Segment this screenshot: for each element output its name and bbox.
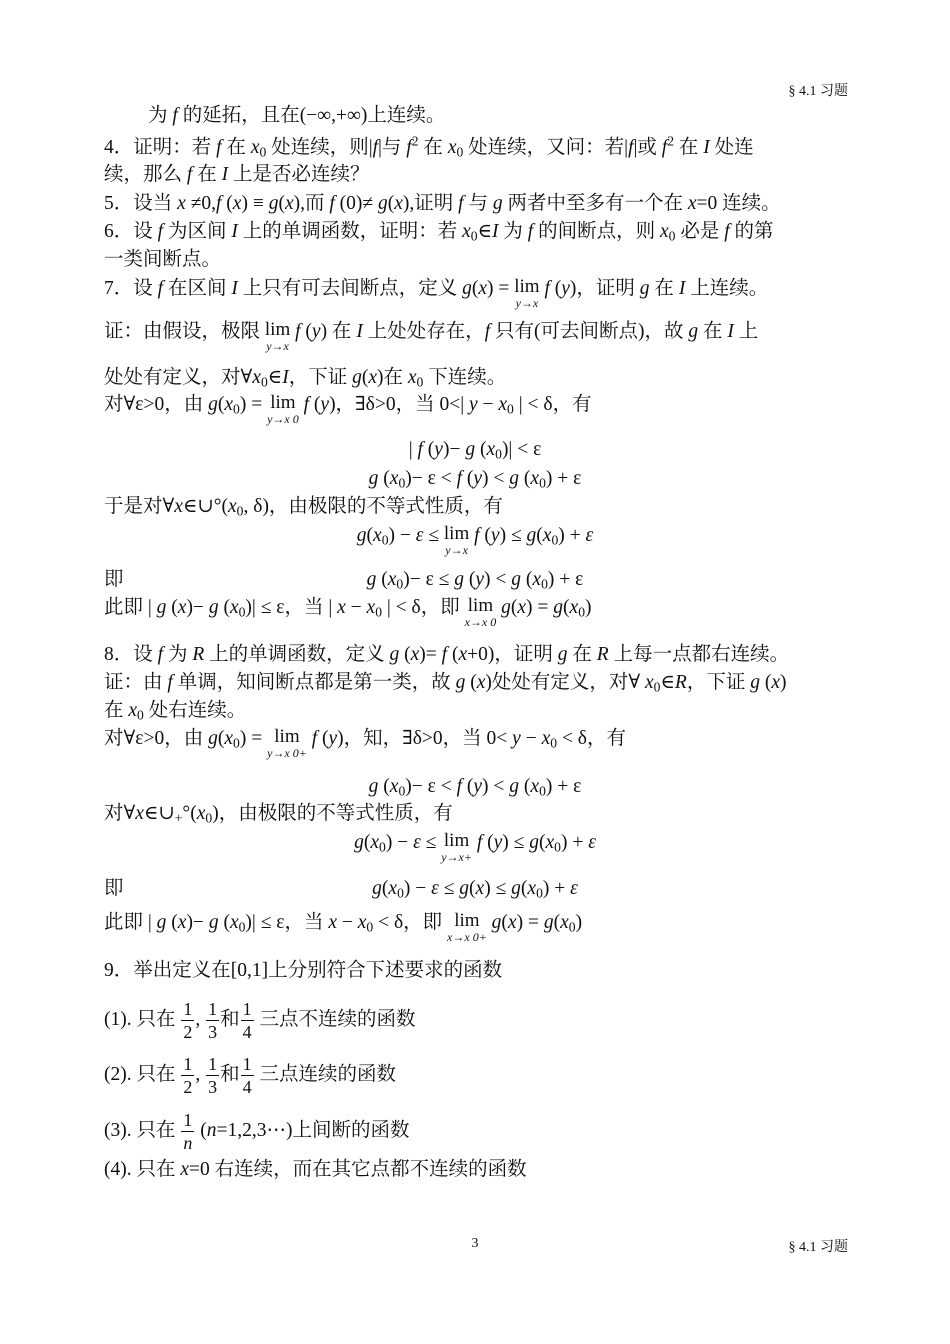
problem-8: 8．设 f 为 R 上的单调函数，定义 g (x)= f (x+0)，证明 g 在 R 上每一点都右连续。 (104, 644, 790, 665)
page-footer: § 4.1 习题 (788, 1240, 848, 1255)
problem-6-line-1: 6．设 f 为区间 I 上的单调函数，证明：若 $x_0\in I$ 为 f 的间断点，则 $x_0$ 必是 f 的第 (104, 221, 774, 244)
proof-7-line-1: 证：由假设，极限 lim y→x f (y) 在 I 上处处存在，f 只有(可去间断点)，故 g 在 I 上 (104, 319, 759, 353)
proof-8-line-2: 在 $x_0$ 处右连续。 (104, 700, 247, 723)
problem-9-3: (3). 只在 $\frac{1}{n}$ (n=1,2,3⋯)上间断的函数 (104, 1110, 410, 1153)
equation: g $(x_0)- \varepsilon \le g$ (y) < g $(x_0) + \varepsilon$ (366, 569, 584, 592)
proof-7-conclusion: 此即 | g (x)− g $(x_0)| \le \varepsilon$，当 | $x - x_0$ | < δ，即 lim x→x 0 $g(x) = g(x_0)$ (104, 595, 592, 629)
problem-5: 5．设当 x ≠0,f (x) ≡ g(x),而 f (0)≠ g(x),证明 f 与 g 两者中至多有一个在 x=0 连续。 (104, 193, 781, 214)
problem-6-line-2: 一类间断点。 (104, 249, 222, 270)
proof-8-conclusion: 此即 | g (x)− g $(x_0)| \le \varepsilon$，当 $x - x_0 < \delta$，即 lim x→x 0+ $g(x) = g(x_0)$ (104, 910, 583, 944)
equation: $g(x_0) - \varepsilon$ ≤ lim y→x+ f $(y) \le g(x_0) + \varepsilon$ (354, 830, 596, 864)
problem-4-line-2: 续，那么 f 在 I 上是否必连续？ (104, 164, 370, 185)
label-ji: 即 (104, 878, 124, 899)
page-number: 3 (471, 1236, 479, 1251)
equation: $g(x_0) - \varepsilon$ ≤ lim y→x f $(y) \le g(x_0) + \varepsilon$ (356, 523, 594, 557)
problem-9: 9．举出定义在[0,1]上分别符合下述要求的函数 (104, 960, 503, 981)
proof-7-line-2: 处处有定义，对$\forall x_0\in I$，下证 g(x)在 $x_0$ 下连续。 (104, 367, 507, 390)
proof-7-line-4: 于是对$\forall x\in\cup^\circ(x_0$, δ)，由极限的不等式性质，有 (104, 496, 503, 519)
proof-8-line-4: 对$\forall x\in\cup_+^\circ(x_0)$，由极限的不等式性质，有 (104, 803, 453, 826)
proof-8-line-1: 证：由 f 单调，知间断点都是第一类，故 g (x)处处有定义，对∀ $x_0\in R$，下证 g (x) (104, 672, 787, 695)
equation: | f (y)− g $(x_0)| < \varepsilon$ (408, 439, 542, 462)
problem-9-2: (2). 只在 $\frac{1}{2}$ , $\frac{1}{3}$ 和 $\frac{1}{4}$ 三点连续的函数 (104, 1054, 397, 1097)
equation: g $(x_0)- \varepsilon < f$ (y) < g $(x_0) + \varepsilon$ (368, 776, 582, 799)
label-ji: 即 (104, 569, 124, 590)
problem-9-1: (1). 只在 $\frac{1}{2}$ , $\frac{1}{3}$ 和 $\frac{1}{4}$ 三点不连续的函数 (104, 999, 416, 1042)
proof-7-line-3: 对∀ε>0，由 $g(x_0)$ = lim y→x 0 f (y)，∃δ>0，当 0<| $y - x_0$ | < δ，有 (104, 392, 592, 426)
equation: g $(x_0)- \varepsilon < f$ (y) < g $(x_0) + \varepsilon$ (368, 468, 582, 491)
problem-9-4: (4). 只在 x=0 右连续，而在其它点都不连续的函数 (104, 1159, 527, 1180)
page-header: § 4.1 习题 (788, 84, 848, 99)
problem-4-line-1: 4．证明：若 f 在 $x_0$ 处连续，则|f|与 $f^2$ 在 $x_0$ 处连续，又问：若|f|或 $f^2$ 在 I 处连 (104, 133, 754, 160)
equation: $g(x_0) - \varepsilon \le g(x) \le g(x_0) + \varepsilon$ (372, 878, 578, 901)
proof-8-line-3: 对∀ε>0，由 $g(x_0)$ = lim y→x 0+ f (y)，知，∃δ>0，当 $0< y - x_0 < \delta$，有 (104, 726, 626, 760)
problem-7: 7．设 f 在区间 I 上只有可去间断点，定义 g(x) = lim y→x f (y)，证明 g 在 I 上连续。 (104, 276, 769, 310)
text-line: 为 f 的延拓，且在(−∞,+∞)上连续。 (148, 105, 446, 126)
